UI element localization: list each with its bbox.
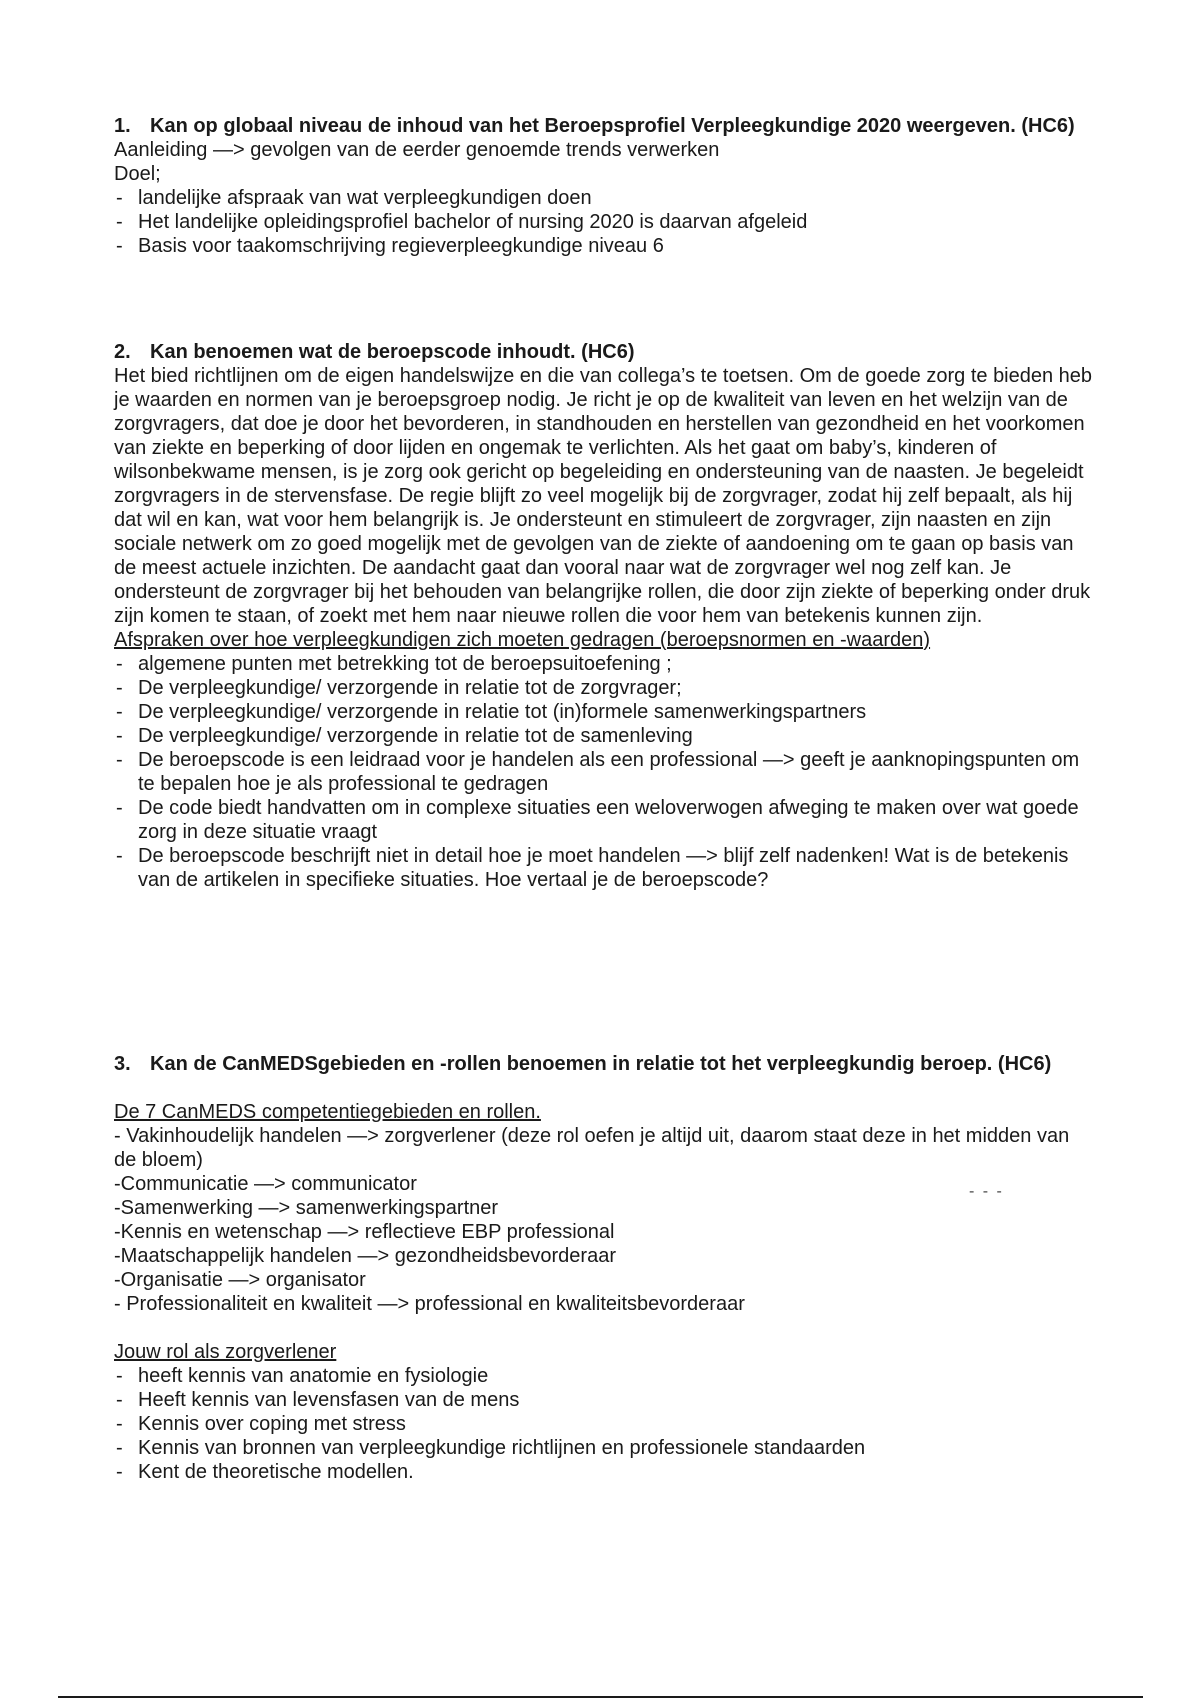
list-item: - heeft kennis van anatomie en fysiologie [114,1364,1094,1388]
list-item: - Basis voor taakomschrijving regieverpleegkundige niveau 6 [114,234,1094,258]
section-2-list [114,652,1094,892]
section-1 [114,114,1094,258]
section-2-paragraph: Het bied richtlijnen om de eigen handelswijze en die van collega’s te toetsen. Om de goede zorg te bieden heb je waarden en normen van je beroepsgroep nodig. Je richt je op de kwaliteit van leven en het welzijn van de zorgvragers, dat doe je door het bevorderen, in standhouden en herstellen van gezondheid en het voorkomen van ziekte en beperking of door lijden en ongemak te verlichten. Als het gaat om baby’s, kinderen of wilsonbekwame mensen, is je zorg ook gericht op begeleiding en ondersteuning van de naasten. Je begeleidt zorgvragers in de stervensfase. De regie blijft zo veel mogelijk bij de zorgvrager, zodat hij zelf bepaalt, als hij dat wil en kan, wat voor hem belangrijk is. Je ondersteunt en stimuleert de zorgvrager, zijn naasten en zijn sociale netwerk om zo goed mogelijk met de gevolgen van de ziekte of aandoening om te gaan op basis van de meest actuele inzichten. De aandacht gaat dan vooral naar wat de zorgvrager wel nog zelf kan. Je ondersteunt de zorgvrager bij het behouden van belangrijke rollen, die door zijn ziekte of beperking onder druk zijn komen te staan, of zoekt met hem naar nieuwe rollen die voor hem van betekenis kunnen zijn. [114,365,1093,627]
section-1-goal-label: Doel; [114,163,161,185]
list-item: - De verpleegkundige/ verzorgende in relatie tot de samenleving [114,724,1094,748]
list-item: - landelijke afspraak van wat verpleegkundigen doen [114,186,1094,210]
list-item: - De verpleegkundige/ verzorgende in relatie tot de zorgvrager; [114,676,1094,700]
role-line: -Organisatie —> organisator [114,1269,366,1291]
section-3-number: 3. [114,1053,131,1075]
section-3-title: Kan de CanMEDSgebieden en -rollen benoemen in relatie tot het verpleegkundig beroep. (HC6) [150,1053,1052,1075]
spacer [114,1316,1094,1340]
section-2-heading [114,340,1094,364]
section-2 [114,340,1094,892]
section-3 [114,1052,1094,1484]
stray-dash-mark: - - - [969,1183,1004,1200]
list-item: - Heeft kennis van levensfasen van de mens [114,1388,1094,1412]
role-line: - Vakinhoudelijk handelen —> zorgverlener (deze rol oefen je altijd uit, daarom staat deze in het midden van de bloem) [114,1125,1070,1171]
role-line: - Professionaliteit en kwaliteit —> professional en kwaliteitsbevorderaar [114,1293,745,1315]
bottom-rule [58,1696,1143,1698]
section-3-subheading-role: Jouw rol als zorgverlener [114,1341,337,1363]
section-1-title: Kan op globaal niveau de inhoud van het Beroepsprofiel Verpleegkundige 2020 weergeven. (HC6) [150,115,1075,137]
list-item: - De beroepscode is een leidraad voor je handelen als een professional —> geeft je aanknopingspunten om te bepalen hoe je als professional te gedragen [114,748,1094,796]
section-1-number: 1. [114,115,131,137]
section-3-heading [114,1052,1094,1076]
role-line: -Samenwerking —> samenwerkingspartner [114,1197,499,1219]
list-item: - algemene punten met betrekking tot de beroepsuitoefening ; [114,652,1094,676]
section-1-list [114,186,1094,258]
role-line: -Maatschappelijk handelen —> gezondheidsbevorderaar [114,1245,616,1267]
role-line: -Kennis en wetenschap —> reflectieve EBP professional [114,1221,615,1243]
list-item: - Kennis van bronnen van verpleegkundige richtlijnen en professionele standaarden [114,1436,1094,1460]
section-2-number: 2. [114,341,131,363]
list-item: - Het landelijke opleidingsprofiel bachelor of nursing 2020 is daarvan afgeleid [114,210,1094,234]
list-item: - De verpleegkundige/ verzorgende in relatie tot (in)formele samenwerkingspartners [114,700,1094,724]
section-2-title: Kan benoemen wat de beroepscode inhoudt. (HC6) [150,341,635,363]
role-line: -Communicatie —> communicator [114,1173,417,1195]
section-3-subheading-canmeds: De 7 CanMEDS competentiegebieden en rollen. [114,1101,541,1123]
list-item: - Kennis over coping met stress [114,1412,1094,1436]
section-1-intro: Aanleiding —> gevolgen van de eerder genoemde trends verwerken [114,139,720,161]
list-item: - De beroepscode beschrijft niet in detail hoe je moet handelen —> blijf zelf nadenken! Wat is de betekenis van de artikelen in specifieke situaties. Hoe vertaal je de beroepscode? [114,844,1094,892]
section-2-subheading: Afspraken over hoe verpleegkundigen zich moeten gedragen (beroepsnormen en -waarden) [114,629,931,651]
spacer [114,1076,1094,1100]
list-item: - Kent de theoretische modellen. [114,1460,1094,1484]
list-item: - De code biedt handvatten om in complexe situaties een weloverwogen afweging te maken over wat goede zorg in deze situatie vraagt [114,796,1094,844]
section-3-list [114,1364,1094,1484]
section-1-heading [114,114,1094,138]
